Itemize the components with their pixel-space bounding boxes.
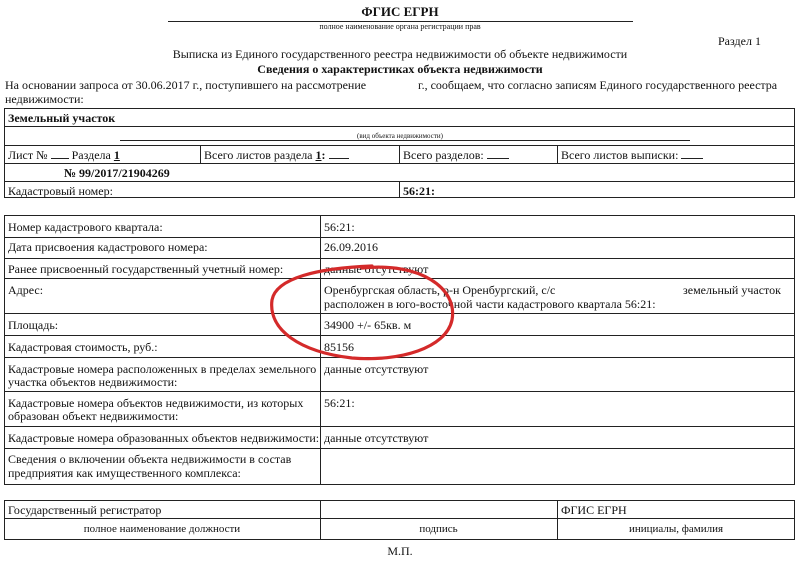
object-type-caption: (вид объекта недвижимости) — [357, 132, 443, 140]
row-value: данные отсутствуют — [324, 431, 429, 445]
doc-title: Выписка из Единого государственного реестра недвижимости об объекте недвижимости — [172, 47, 628, 61]
position-caption: полное наименование должности — [83, 523, 241, 535]
signature-caption: подпись — [419, 523, 458, 535]
intro-text-a: На основании запроса от 30.06.2017 г., поступившего на рассмотрение — [5, 78, 367, 92]
table-column-divider — [320, 215, 321, 485]
address-value-part1: Оренбургская область, р-н Оренбургский, с/с — [324, 283, 556, 297]
intro-text-b: г., сообщаем, что согласно записям Единого государственного реестра — [418, 78, 778, 92]
cadastral-cost-label: Кадастровая стоимость, руб.: — [8, 340, 158, 354]
address-value-part2: земельный участок — [683, 283, 781, 297]
row-label: Кадастровые номера образованных объектов недвижимости: — [8, 431, 320, 445]
extract-sheets-total: Всего листов выписки: — [561, 148, 703, 163]
row-label: Ранее присвоенный государственный учетный номер: — [8, 262, 284, 276]
row-label-line2: предприятия как имущественного комплекса: — [8, 466, 241, 480]
object-divider — [4, 126, 795, 127]
doc-subtitle: Сведения о характеристиках объекта недвижимости — [257, 62, 543, 76]
address-value-line2: расположен в юго-восточной части кадастрового квартала 56:21: — [324, 297, 656, 311]
row-value: 26.09.2016 — [324, 240, 378, 254]
address-label: Адрес: — [8, 283, 44, 297]
extract-number: № 99/2017/21904269 — [64, 166, 170, 180]
row-label-line1: Кадастровые номера объектов недвижимости, из которых — [8, 396, 304, 410]
sections-total: Всего разделов: — [403, 148, 509, 163]
org-caption: полное наименование органа регистрации прав — [319, 22, 481, 31]
row-label: Номер кадастрового квартала: — [8, 220, 163, 234]
row-label-line1: Сведения о включении объекта недвижимости в состав — [8, 452, 292, 466]
area-value: 34900 +/- 65кв. м — [324, 318, 412, 332]
initials-caption: инициалы, фамилия — [628, 523, 724, 535]
cadastral-number-value: 56:21: — [403, 184, 435, 198]
row-label-line2: участка объектов недвижимости: — [8, 375, 178, 389]
object-type-underline — [120, 140, 690, 141]
cadastral-number-label: Кадастровый номер: — [8, 184, 113, 198]
row-value: 56:21: — [324, 220, 355, 234]
sheets-in-section: Всего листов раздела 1: — [204, 148, 349, 163]
row-label: Дата присвоения кадастрового номера: — [8, 240, 208, 254]
row-value: данные отсутствуют — [324, 262, 429, 276]
sheet-number: Лист № Раздела 1 — [8, 148, 120, 162]
stamp-place: М.П. — [387, 544, 413, 558]
org-name: ФГИС ЕГРН — [361, 4, 439, 19]
cadastral-cost-value: 85156 — [324, 340, 354, 354]
row-label-line2: образован объект недвижимости: — [8, 409, 179, 423]
intro-text-cont: недвижимости: — [5, 92, 84, 106]
area-label: Площадь: — [8, 318, 59, 332]
row-label-line1: Кадастровые номера расположенных в пределах земельного — [8, 362, 317, 376]
registrar-position: Государственный регистратор — [8, 503, 162, 517]
registrar-org: ФГИС ЕГРН — [561, 503, 627, 517]
object-type: Земельный участок — [8, 111, 116, 125]
row-value: данные отсутствуют — [324, 362, 429, 376]
section-label: Раздел 1 — [718, 34, 761, 48]
row-value: 56:21: — [324, 396, 355, 410]
